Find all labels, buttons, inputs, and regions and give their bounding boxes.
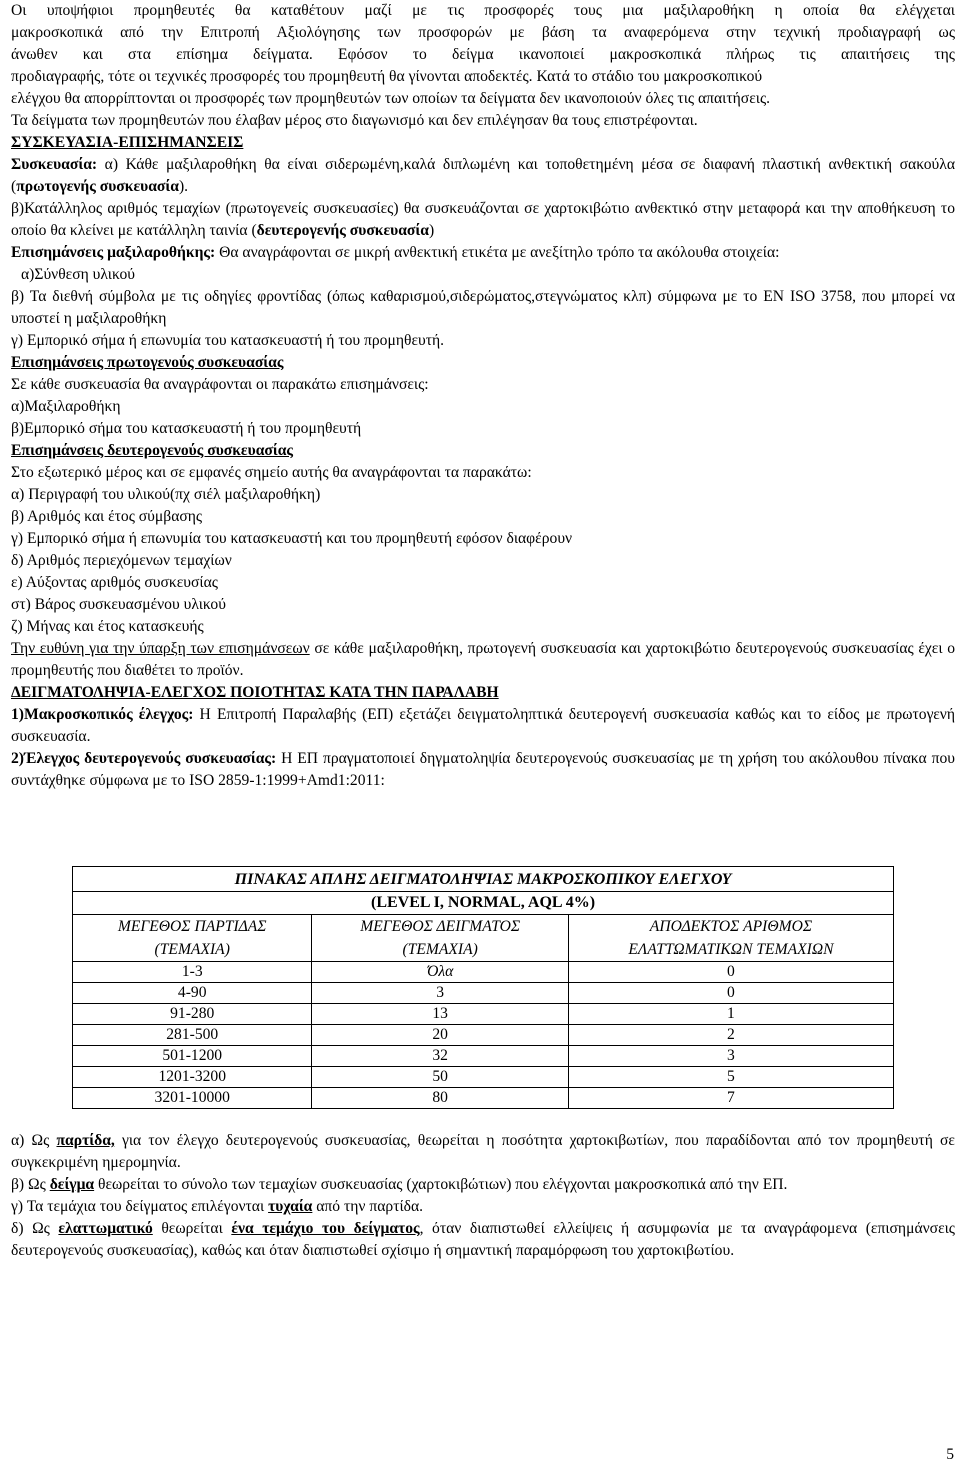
table-row: 4-90 3 0 — [73, 983, 894, 1004]
packaging-item-b: β)Κατάλληλος αριθμός τεμαχίων (πρωτογενείς συσκευασίες) θα συσκευάζονται σε χαρτοκιβώτιο ανθεκτικό στην μεταφορά και την αποθήκευση το οποίο θα κλείνει με κατάλληλη ταινία (δευτερογενής συσκευασία) — [11, 200, 955, 239]
table-subtitle-row — [73, 892, 894, 915]
definition-random: γ) Τα τεμάχια του δείγματος επιλέγονται τυχαία από την παρτίδα. — [11, 1198, 424, 1215]
intro-line-6: Τα δείγματα των προμηθευτών που έλαβαν μέρος στο διαγωνισμό και δεν επιλέγησαν θα τους επιστρέφονται. — [11, 112, 698, 129]
column-header-sample-size: ΜΕΓΕΘΟΣ ΔΕΙΓΜΑΤΟΣ (ΤΕΜΑΧΙΑ) — [312, 915, 568, 962]
secondary-label-item: β) Αριθμός και έτος σύμβασης — [11, 508, 203, 525]
packaging-label: Συσκευασία: — [11, 156, 98, 173]
table-row: 501-1200 32 3 — [73, 1046, 894, 1067]
pillow-label-c: γ) Εμπορικό σήμα ή επωνυμία του κατασκευαστή ή του προμηθευτή. — [11, 332, 445, 349]
spacer — [11, 792, 955, 866]
definition-defective: δ) Ως ελαττωματικό θεωρείται ένα τεμάχιο του δείγματος, όταν διαπιστωθεί ελλείψεις ή ασυμφωνία με τα αναγράφομενα (επισημάνσεις δευτερογενούς συσκευασίας), καθώς και όταν διαπιστωθεί σχίσιμο ή σημαντική παραμόρφωση του χαρτοκιβωτίου. — [11, 1220, 955, 1259]
secondary-labels-heading: Επισημάνσεις δευτερογενούς συσκευασίας — [11, 442, 293, 459]
document-page — [11, 0, 955, 1262]
primary-labels-heading: Επισημάνσεις πρωτογενούς συσκευασίας — [11, 354, 284, 371]
column-header-lot-size: ΜΕΓΕΘΟΣ ΠΑΡΤΙΔΑΣ (ΤΕΜΑΧΙΑ) — [73, 915, 312, 962]
secondary-label-item: α) Περιγραφή του υλικού(πχ σιέλ μαξιλαροθήκη) — [11, 486, 321, 503]
secondary-label-item: δ) Αριθμός περιεχόμενων τεμαχίων — [11, 552, 232, 569]
table-row: 281-500 20 2 — [73, 1025, 894, 1046]
primary-label-a: α)Μαξιλαροθήκη — [11, 398, 121, 415]
definitions-section — [11, 1130, 955, 1262]
primary-labels-intro: Σε κάθε συσκευασία θα αναγράφονται οι παρακάτω επισημάνσεις: — [11, 376, 429, 393]
intro-paragraph — [11, 0, 955, 132]
secondary-label-item: γ) Εμπορικό σήμα ή επωνυμία του κατασκευαστή και του προμηθευτή εφόσον διαφέρουν — [11, 530, 573, 547]
intro-line-2: μακροσκοπικά από την Επιτροπή Αξιολόγησης των προσφορών με βάση τα αναφερόμενα στην τεχνική προδιαγραφή ως — [11, 24, 955, 41]
secondary-label-item: ζ) Μήνας και έτος κατασκευής — [11, 618, 204, 635]
definition-sample: β) Ως δείγμα θεωρείται το σύνολο των τεμαχίων συσκευασίας (χαρτοκιβώτιων) που ελέγχονται μακροσκοπικά από την ΕΠ. — [11, 1176, 788, 1193]
packaging-item-a: Συσκευασία: α) Κάθε μαξιλαροθήκη θα είναι σιδερωμένη,καλά διπλωμένη και τοποθετημένη μέσα σε διαφανή πλαστική ανθεκτική σακούλα (πρωτογενής συσκευασία). — [11, 156, 955, 195]
sampling-heading: ΔΕΙΓΜΑΤΟΛΗΨΙΑ-ΕΛΕΓΧΟΣ ΠΟΙΟΤΗΤΑΣ ΚΑΤΑ ΤΗΝ ΠΑΡΑΛΑΒΗ — [11, 684, 499, 701]
pillow-labels-intro: Επισημάνσεις μαξιλαροθήκης: Θα αναγράφονται σε μικρή ανθεκτική ετικέτα με ανεξίτηλο τρόπο τα ακόλουθα στοιχεία: — [11, 244, 780, 261]
secondary-label-item: ε) Αύξοντας αριθμός συσκευσίας — [11, 574, 218, 591]
page-number: 5 — [946, 1446, 954, 1463]
table-row: 91-280 13 1 — [73, 1004, 894, 1025]
pillow-labels-label: Επισημάνσεις μαξιλαροθήκης: — [11, 244, 216, 261]
macroscopic-check: 1)Μακροσκοπικός έλεγχος: Η Επιτροπή Παραλαβής (ΕΠ) εξετάζει δειγματοληπτικά δευτερογενή συσκευασία καθώς και το είδος με πρωτογενή συσκευασία. — [11, 706, 955, 745]
primary-labels-section — [11, 352, 955, 440]
table-row: 1-3 Όλα 0 — [73, 962, 894, 983]
intro-line-1: Οι υποψήφιοι προμηθευτές θα καταθέτουν μαζί με τις προσφορές τους μια μαξιλαροθήκη η οποία θα ελέγχεται — [11, 2, 955, 19]
sampling-table — [72, 866, 894, 1109]
pillow-labels-section — [11, 242, 955, 352]
intro-line-5: ελέγχου θα απορρίπτονται οι προσφορές των προμηθευτών των οποίων τα δείγματα δεν ικανοποιούν όλες τις απαιτήσεις. — [11, 90, 771, 107]
table-title: ΠΙΝΑΚΑΣ ΑΠΛΗΣ ΔΕΙΓΜΑΤΟΛΗΨΙΑΣ ΜΑΚΡΟΣΚΟΠΙΚΟΥ ΕΛΕΓΧΟΥ — [73, 867, 894, 892]
column-header-acceptance-number: ΑΠΟΔΕΚΤΟΣ ΑΡΙΘΜΟΣ ΕΛΑΤΤΩΜΑΤΙΚΩΝ ΤΕΜΑΧΙΩΝ — [568, 915, 893, 962]
secondary-packaging-check: 2)Έλεγχος δευτερογενούς συσκευασίας: Η ΕΠ πραγματοποιεί δηγματοληψία δευτερογενούς συσκευασίας με τη χρήση του ακόλουθου πίνακα που συντάχθηκε σύμφωνα με το ISO 2859-1:1999+Amd1:2011: — [11, 750, 955, 789]
table-subtitle: (LEVEL I, NORMAL, AQL 4%) — [73, 892, 894, 915]
pillow-label-a: α)Σύνθεση υλικού — [21, 266, 136, 283]
secondary-labels-intro: Στο εξωτερικό μέρος και σε εμφανές σημείο αυτής θα αναγράφονται τα παρακάτω: — [11, 464, 532, 481]
secondary-label-item: στ) Βάρος συσκευασμένου υλικού — [11, 596, 226, 613]
secondary-labels-section — [11, 440, 955, 682]
sampling-section — [11, 682, 955, 792]
table-title-row — [73, 867, 894, 892]
packaging-section — [11, 132, 955, 242]
primary-label-b: β)Εμπορικό σήμα του κατασκευαστή ή του προμηθευτή — [11, 420, 362, 437]
definition-lot: α) Ως παρτίδα, για τον έλεγχο δευτερογενούς συσκευασίας, θεωρείται η ποσότητα χαρτοκιβωτίων, που παραδίδονται από τον προμηθευτή σε συγκεκριμένη ημερομηνία. — [11, 1132, 955, 1171]
labels-responsibility: Την ευθύνη για την ύπαρξη των επισημάνσεων σε κάθε μαξιλαροθήκη, πρωτογενή συσκευασία και χαρτοκιβώτιο δευτερογενούς συσκευασίας έχει ο προμηθευτής που διαθέτει το προϊόν. — [11, 640, 955, 679]
intro-line-3: άνωθεν και στα επίσημα δείγματα. Εφόσον το δείγμα ικανοποιεί μακροσκοπικά πλήρως τις απαιτήσεις της — [11, 46, 955, 63]
pillow-label-b: β) Τα διεθνή σύμβολα με τις οδηγίες φροντίδας (όπως καθαρισμού,σιδερώματος,στεγνώματος κλπ) σύμφωνα με το ΕΝ ISO 3758, που μπορεί να υποστεί η μαξιλαροθήκη — [11, 288, 955, 327]
intro-line-4: προδιαγραφής, τότε οι τεχνικές προσφορές του προμηθευτή θα γίνονται αποδεκτές. Κατά το στάδιο του μακροσκοπικού — [11, 68, 763, 85]
table-header-row — [73, 915, 894, 962]
packaging-heading: ΣΥΣΚΕΥΑΣΙΑ-ΕΠΙΣΗΜΑΝΣΕΙΣ — [11, 134, 244, 151]
table-row: 3201-10000 80 7 — [73, 1088, 894, 1109]
table-row: 1201-3200 50 5 — [73, 1067, 894, 1088]
